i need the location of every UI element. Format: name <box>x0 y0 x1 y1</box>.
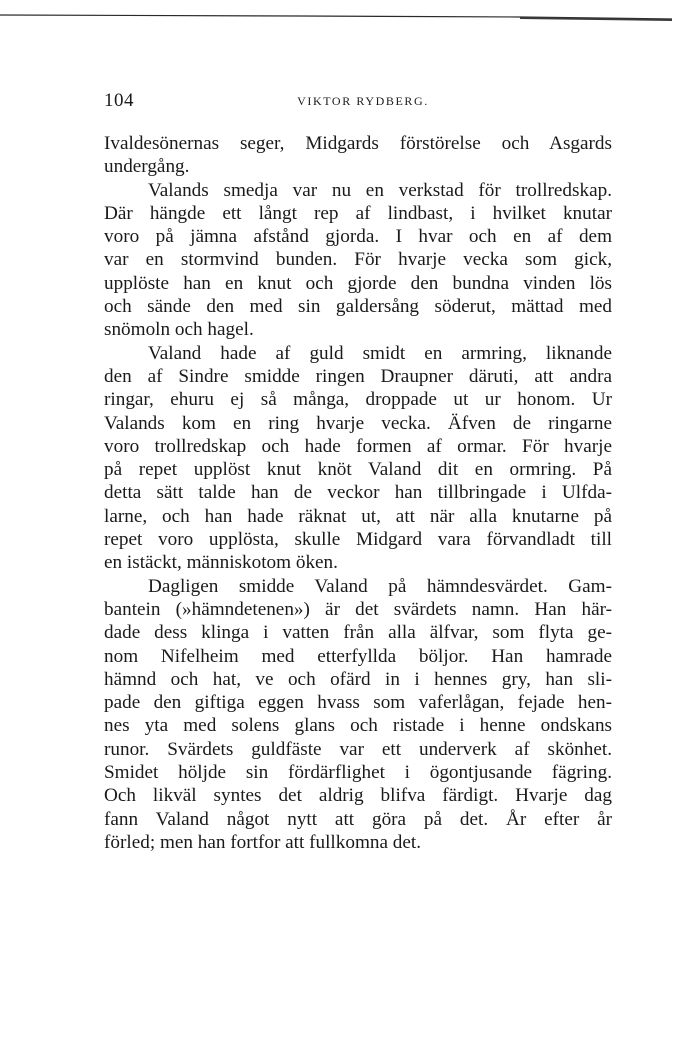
text-line: en istäckt, människotom öken. <box>104 552 338 574</box>
paragraph <box>104 179 612 342</box>
text-line: snömoln och hagel. <box>104 319 254 341</box>
page-number: 104 <box>104 90 134 111</box>
paragraph <box>104 132 612 179</box>
text-line: undergång. <box>104 156 190 178</box>
text-line: runor. Svärdets guldfäste var ett underverk af skönhet. <box>104 738 612 760</box>
text-line: Dagligen smidde Valand på hämndesvärdet. Gam- <box>148 575 612 597</box>
body-text <box>104 132 612 854</box>
text-line: nom Nifelheim med etterfyllda böljor. Han hamrade <box>104 645 612 667</box>
text-line: Valands smedja var nu en verkstad för trollredskap. <box>148 179 612 201</box>
text-line: på repet upplöst knut knöt Valand dit en ormring. På <box>104 459 612 481</box>
text-line: Valands kom en ring hvarje vecka. Äfven de ringarne <box>104 412 612 434</box>
text-line: ringar, ehuru ej så många, droppade ut ur honom. Ur <box>104 389 612 411</box>
text-line: och sände den med sin galdersång söderut, mättad med <box>104 296 612 318</box>
text-line: Där hängde ett långt rep af lindbast, i hvilket knutar <box>104 202 612 224</box>
paragraph <box>104 575 612 855</box>
text-line: upplöste han en knut och gjorde den bundna vinden lös <box>104 272 612 294</box>
text-line: den af Sindre smidde ringen Draupner däruti, att andra <box>104 365 612 387</box>
text-line: detta sätt talde han de veckor han tillbringade i Ulfda- <box>104 482 612 504</box>
text-line: fann Valand något nytt att göra på det. År efter år <box>104 808 612 830</box>
text-line: voro trollredskap och hade formen af ormar. För hvarje <box>104 435 612 457</box>
text-line: förled; men han fortfor att fullkomna det. <box>104 831 422 853</box>
text-line: nes yta med solens glans och ristade i henne ondskans <box>104 715 612 737</box>
text-line: Och likväl syntes det aldrig blifva färdigt. Hvarje dag <box>104 785 612 807</box>
text-line: bantein (»hämndetenen») är det svärdets namn. Han här- <box>104 598 612 620</box>
paragraph <box>104 342 612 575</box>
running-head: VIKTOR RYDBERG. <box>297 94 429 108</box>
text-line: repet voro upplösta, skulle Midgard vara förvandladt till <box>104 529 612 551</box>
text-line: Ivaldesönernas seger, Midgards förstörelse och Asgards <box>104 133 612 154</box>
text-line: voro på jämna afstånd gjorda. I hvar och en af dem <box>104 226 612 248</box>
text-line: hämnd och hat, ve och ofärd in i hennes gry, han sli- <box>104 668 612 690</box>
text-line: pade den giftiga eggen hvass som vaferlågan, fejade hen- <box>104 692 612 714</box>
text-line: var en stormvind bunden. För hvarje vecka som gick, <box>104 249 612 271</box>
page-top-rule <box>0 10 672 24</box>
text-line: Smidet höljde sin fördärflighet i ögontjusande fägring. <box>104 762 612 784</box>
text-line: Valand hade af guld smidt en armring, liknande <box>148 342 612 364</box>
text-line: dade dess klinga i vatten från alla älfvar, som flyta ge- <box>104 622 612 644</box>
text-line: larne, och han hade räknat ut, att när alla knutarne på <box>104 505 612 527</box>
